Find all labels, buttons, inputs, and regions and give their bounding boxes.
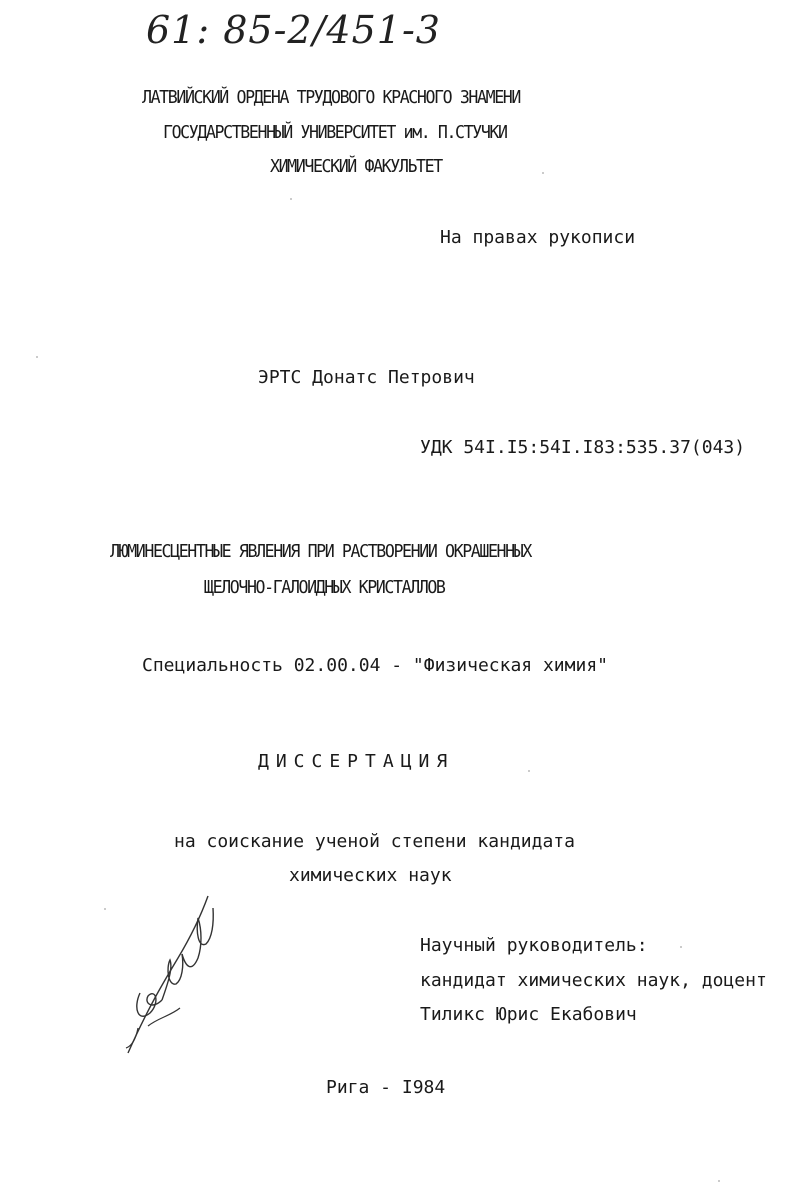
signature-icon	[118, 888, 228, 1058]
scan-speck	[290, 198, 292, 200]
degree-line-2: химических наук	[289, 865, 452, 886]
dissertation-title-line-2: ЩЕЛОЧНО-ГАЛОИДНЫХ КРИСТАЛЛОВ	[204, 577, 445, 598]
specialty-line: Специальность 02.00.04 - "Физическая химия"	[142, 655, 608, 676]
degree-line-1: на соискание ученой степени кандидата	[174, 831, 575, 852]
supervisor-label: Научный руководитель:	[420, 935, 648, 956]
supervisor-name: Тиликс Юрис Екабович	[420, 1004, 637, 1025]
faculty-line: ХИМИЧЕСКИЙ ФАКУЛЬТЕТ	[270, 156, 442, 177]
scan-speck	[104, 908, 106, 910]
udk-code: УДК 54I.I5:54I.I83:535.37(043)	[420, 437, 746, 458]
university-line-2: ГОСУДАРСТВЕННЫЙ УНИВЕРСИТЕТ им. П.СТУЧКИ	[163, 122, 507, 143]
university-line-1: ЛАТВИЙСКИЙ ОРДЕНА ТРУДОВОГО КРАСНОГО ЗНАМЕНИ	[142, 87, 520, 108]
scan-speck	[718, 1180, 720, 1182]
handwritten-archive-number: 61: 85-2/451-3	[146, 8, 441, 52]
dissertation-title-line-1: ЛЮМИНЕСЦЕНТНЫЕ ЯВЛЕНИЯ ПРИ РАСТВОРЕНИИ ОКРАШЕННЫХ	[110, 541, 531, 562]
author-name: ЭРТС Донатс Петрович	[258, 367, 475, 388]
scan-speck	[680, 946, 682, 948]
scan-speck	[528, 770, 530, 772]
scan-speck	[542, 172, 544, 174]
supervisor-title: кандидат химических наук, доцент	[420, 970, 767, 991]
document-type-heading: ДИССЕРТАЦИЯ	[258, 751, 455, 772]
manuscript-rights-note: На правах рукописи	[440, 227, 636, 248]
scan-speck	[36, 356, 38, 358]
place-and-year: Рига - I984	[326, 1077, 446, 1098]
